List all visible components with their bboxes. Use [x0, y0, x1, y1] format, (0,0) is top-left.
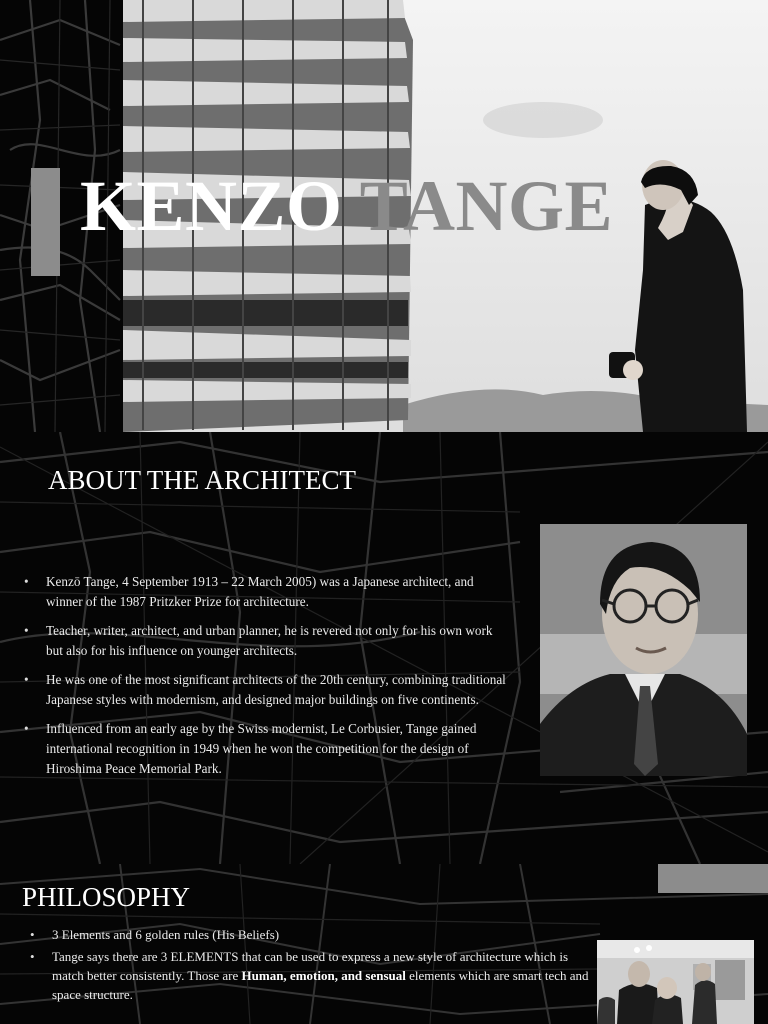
accent-bar	[31, 168, 60, 276]
list-item	[30, 947, 596, 1004]
list-item-text: elements which are smart tech and space structure.	[52, 968, 589, 1002]
list-item: • Kenzō Tange, 4 September 1913 – 22 March 2005) was a Japanese architect, and winner of the 1987 Pritzker Prize for architecture.	[24, 572, 512, 612]
list-item-text: Tange says there are 3 ELEMENTS that can be used to express a new style of architecture which is match better consistently. Those are	[52, 949, 569, 983]
title-first-name: KENZO	[80, 166, 343, 246]
title-slide	[0, 0, 768, 432]
list-item: • Teacher, writer, architect, and urban planner, he is revered not only for his own work but also for his influence on younger architects.	[24, 621, 512, 661]
page-title	[80, 166, 613, 246]
about-heading: ABOUT THE ARCHITECT	[48, 465, 357, 495]
philosophy-bullet-list	[30, 925, 596, 1007]
philosophy-heading: PHILOSOPHY	[22, 882, 191, 912]
list-item: • Influenced from an early age by the Swiss modernist, Le Corbusier, Tange gained international recognition in 1949 when he won the competition for the design of Hiroshima Peace Memorial Park.	[24, 719, 512, 779]
exhibition-photo	[597, 940, 754, 1024]
about-slide	[0, 432, 768, 864]
list-item: • He was one of the most significant architects of the 20th century, combining traditional Japanese styles with modernism, and designed major buildings on five continents.	[24, 670, 512, 710]
accent-bar	[658, 864, 768, 893]
about-bullet-list	[24, 572, 512, 788]
philosophy-slide	[0, 864, 768, 1024]
title-last-name: TANGE	[359, 166, 613, 246]
list-item-emphasis: Human, emotion, and sensual	[241, 968, 406, 983]
tange-portrait-photo	[540, 524, 747, 776]
list-item: • 3 Elements and 6 golden rules (His Beliefs)	[30, 925, 596, 944]
